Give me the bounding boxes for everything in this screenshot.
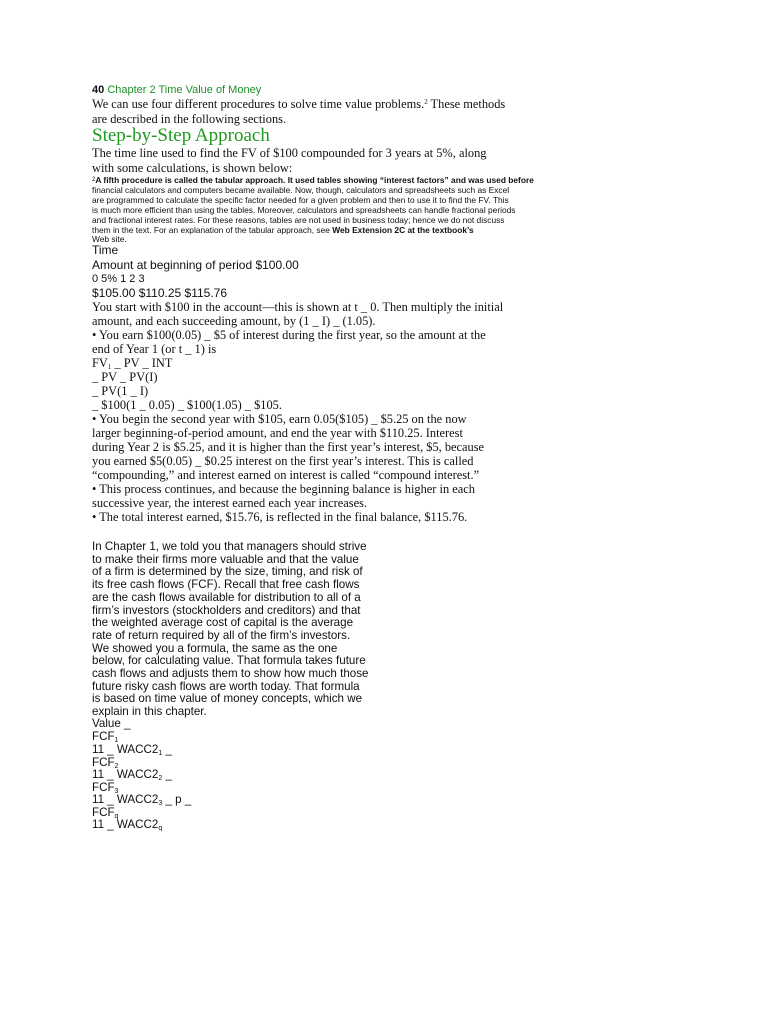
formula-denominator-2 xyxy=(92,768,172,781)
footnote-ref: 2 xyxy=(424,98,428,106)
footnote-line-4: is much more efficient than using the tables. Moreover, calculators and spreadsheets can handle fractional periods xyxy=(92,205,516,215)
wacc-exponent: 3 xyxy=(158,800,163,807)
footnote-line-3: are programmed to calculate the specific factor needed for a given problem and then to use it to find the FV. This xyxy=(92,195,509,205)
sidebar-line: future risky cash flows are worth today. That formula xyxy=(92,679,360,693)
bullet-1-line-1: • You earn $100(0.05) _ $5 of interest during the first year, so the amount at the xyxy=(92,328,486,342)
fcf-symbol: FCF xyxy=(92,806,115,819)
sidebar-line: its free cash flows (FCF). Recall that free cash flows xyxy=(92,578,360,592)
timeline-amount-line: Amount at beginning of period $100.00 xyxy=(92,258,299,272)
wacc-exponent: q xyxy=(158,825,163,832)
wacc-exponent: 2 xyxy=(158,775,163,782)
sidebar-line: to make their firms more valuable and that the value xyxy=(92,552,359,566)
footnote-line-6 xyxy=(92,225,474,235)
bullet-3-line-2: successive year, the interest earned each year increases. xyxy=(92,496,368,510)
equation-line-2: _ PV _ PV(I) xyxy=(92,370,158,384)
bullet-2-line-1: • You begin the second year with $105, earn 0.05($105) _ $5.25 on the now xyxy=(92,412,467,426)
sidebar-line: explain in this chapter. xyxy=(92,705,207,719)
formula-denominator-3 xyxy=(92,793,191,806)
sidebar-line: cash flows and adjusts them to show how much those xyxy=(92,667,369,680)
page-header xyxy=(92,84,261,96)
equation-line-3: _ PV(1 _ I) xyxy=(92,384,149,398)
fv-subscript: 1 xyxy=(107,363,112,371)
fcf-subscript: 1 xyxy=(114,737,119,744)
timeline-periods-line: 0 5% 1 2 3 xyxy=(92,273,145,285)
fcf-subscript: 2 xyxy=(114,763,119,770)
timeline-values-line: $105.00 $110.25 $115.76 xyxy=(92,286,228,300)
sidebar-line: is based on time value of money concepts, which we xyxy=(92,692,363,706)
footnote-line-5: and fractional interest rates. For these reasons, tables are not used in business today; hence we do not discuss xyxy=(92,215,505,225)
timeline-intro-line-2: with some calculations, is shown below: xyxy=(92,161,293,175)
formula-operator: _ xyxy=(162,768,172,781)
bullet-2-line-5: “compounding,” and interest earned on interest is called “compound interest.” xyxy=(92,468,480,482)
fv-symbol: FV xyxy=(92,356,108,370)
intro-text: We can use four different procedures to solve time value problems. xyxy=(92,97,425,111)
intro-line-2: are described in the following sections. xyxy=(92,112,287,126)
footnote-line-1 xyxy=(92,175,534,185)
steps-paragraph-line-2: amount, and each succeeding amount, by (1 _ I) _ (1.05). xyxy=(92,314,376,328)
intro-text-end: These methods xyxy=(427,97,506,111)
bullet-2-line-4: you earned $5(0.05) _ $0.25 interest on the first year’s interest. This is called xyxy=(92,454,474,468)
fcf-symbol: FCF xyxy=(92,756,115,769)
equation-line-4: _ $100(1 _ 0.05) _ $100(1.05) _ $105. xyxy=(92,398,282,412)
wacc-term: 11 _ WACC2 xyxy=(92,793,159,806)
bullet-4: • The total interest earned, $15.76, is reflected in the final balance, $115.76. xyxy=(92,510,468,524)
fcf-subscript: q xyxy=(114,813,119,820)
formula-denominator-n xyxy=(92,818,162,831)
section-heading: Step-by-Step Approach xyxy=(92,125,270,146)
sidebar-line: below, for calculating value. That formula takes future xyxy=(92,654,366,668)
wacc-term: 11 _ WACC2 xyxy=(92,818,159,831)
bullet-1-line-2: end of Year 1 (or t _ 1) is xyxy=(92,342,217,356)
value-label: Value _ xyxy=(92,717,131,730)
footnote-line-7: Web site. xyxy=(92,234,127,244)
footnote-text: A fifth procedure is called the tabular approach. It used tables showing “interest factors” and was used before xyxy=(95,175,534,185)
sidebar-line: of a firm is determined by the size, timing, and risk of xyxy=(92,565,363,579)
wacc-term: 11 _ WACC2 xyxy=(92,743,159,756)
footnote-text-6: them in the text. For an explanation of the tabular approach, see xyxy=(92,225,333,235)
equation-line-1 xyxy=(92,356,172,371)
wacc-exponent: 1 xyxy=(158,750,163,757)
formula-operator: _ xyxy=(162,743,172,756)
intro-line-1 xyxy=(92,97,505,112)
equation-1-rest: _ PV _ INT xyxy=(111,356,173,370)
sidebar-line: the weighted average cost of capital is the average xyxy=(92,616,354,630)
formula-denominator-1 xyxy=(92,743,172,756)
timeline-intro-line-1: The time line used to find the FV of $100 compounded for 3 years at 5%, along xyxy=(92,146,487,160)
steps-paragraph-line-1: You start with $100 in the account—this is shown at t _ 0. Then multiply the initial xyxy=(92,300,504,314)
chapter-title: Chapter 2 Time Value of Money xyxy=(107,84,262,96)
fcf-symbol: FCF xyxy=(92,730,115,743)
bullet-3-line-1: • This process continues, and because the beginning balance is higher in each xyxy=(92,482,475,496)
fcf-subscript: 3 xyxy=(114,788,119,795)
footnote-line-2: financial calculators and computers became available. Now, though, calculators and spreadsheets such as Excel xyxy=(92,185,510,195)
formula-fcf-1 xyxy=(92,730,118,743)
bullet-2-line-3: during Year 2 is $5.25, and it is higher than the first year’s interest, $5, because xyxy=(92,440,485,454)
sidebar-line: In Chapter 1, we told you that managers should strive xyxy=(92,540,367,553)
sidebar-line: rate of return required by all of the firm’s investors. xyxy=(92,628,351,642)
page-number: 40 xyxy=(92,84,105,96)
bullet-2-line-2: larger beginning-of-period amount, and end the year with $110.25. Interest xyxy=(92,426,463,440)
timeline-time-label: Time xyxy=(92,243,119,257)
footnote-mark: 2 xyxy=(92,177,96,183)
wacc-term: 11 _ WACC2 xyxy=(92,768,159,781)
sidebar-line: We showed you a formula, the same as the one xyxy=(92,641,338,655)
formula-operator: _ p _ xyxy=(162,793,192,806)
sidebar-line: are the cash flows available for distribution to all of a xyxy=(92,590,361,604)
fcf-symbol: FCF xyxy=(92,781,115,794)
sidebar-line: firm’s investors (stockholders and creditors) and that xyxy=(92,603,361,617)
web-extension-reference: Web Extension 2C at the textbook’s xyxy=(332,225,474,235)
